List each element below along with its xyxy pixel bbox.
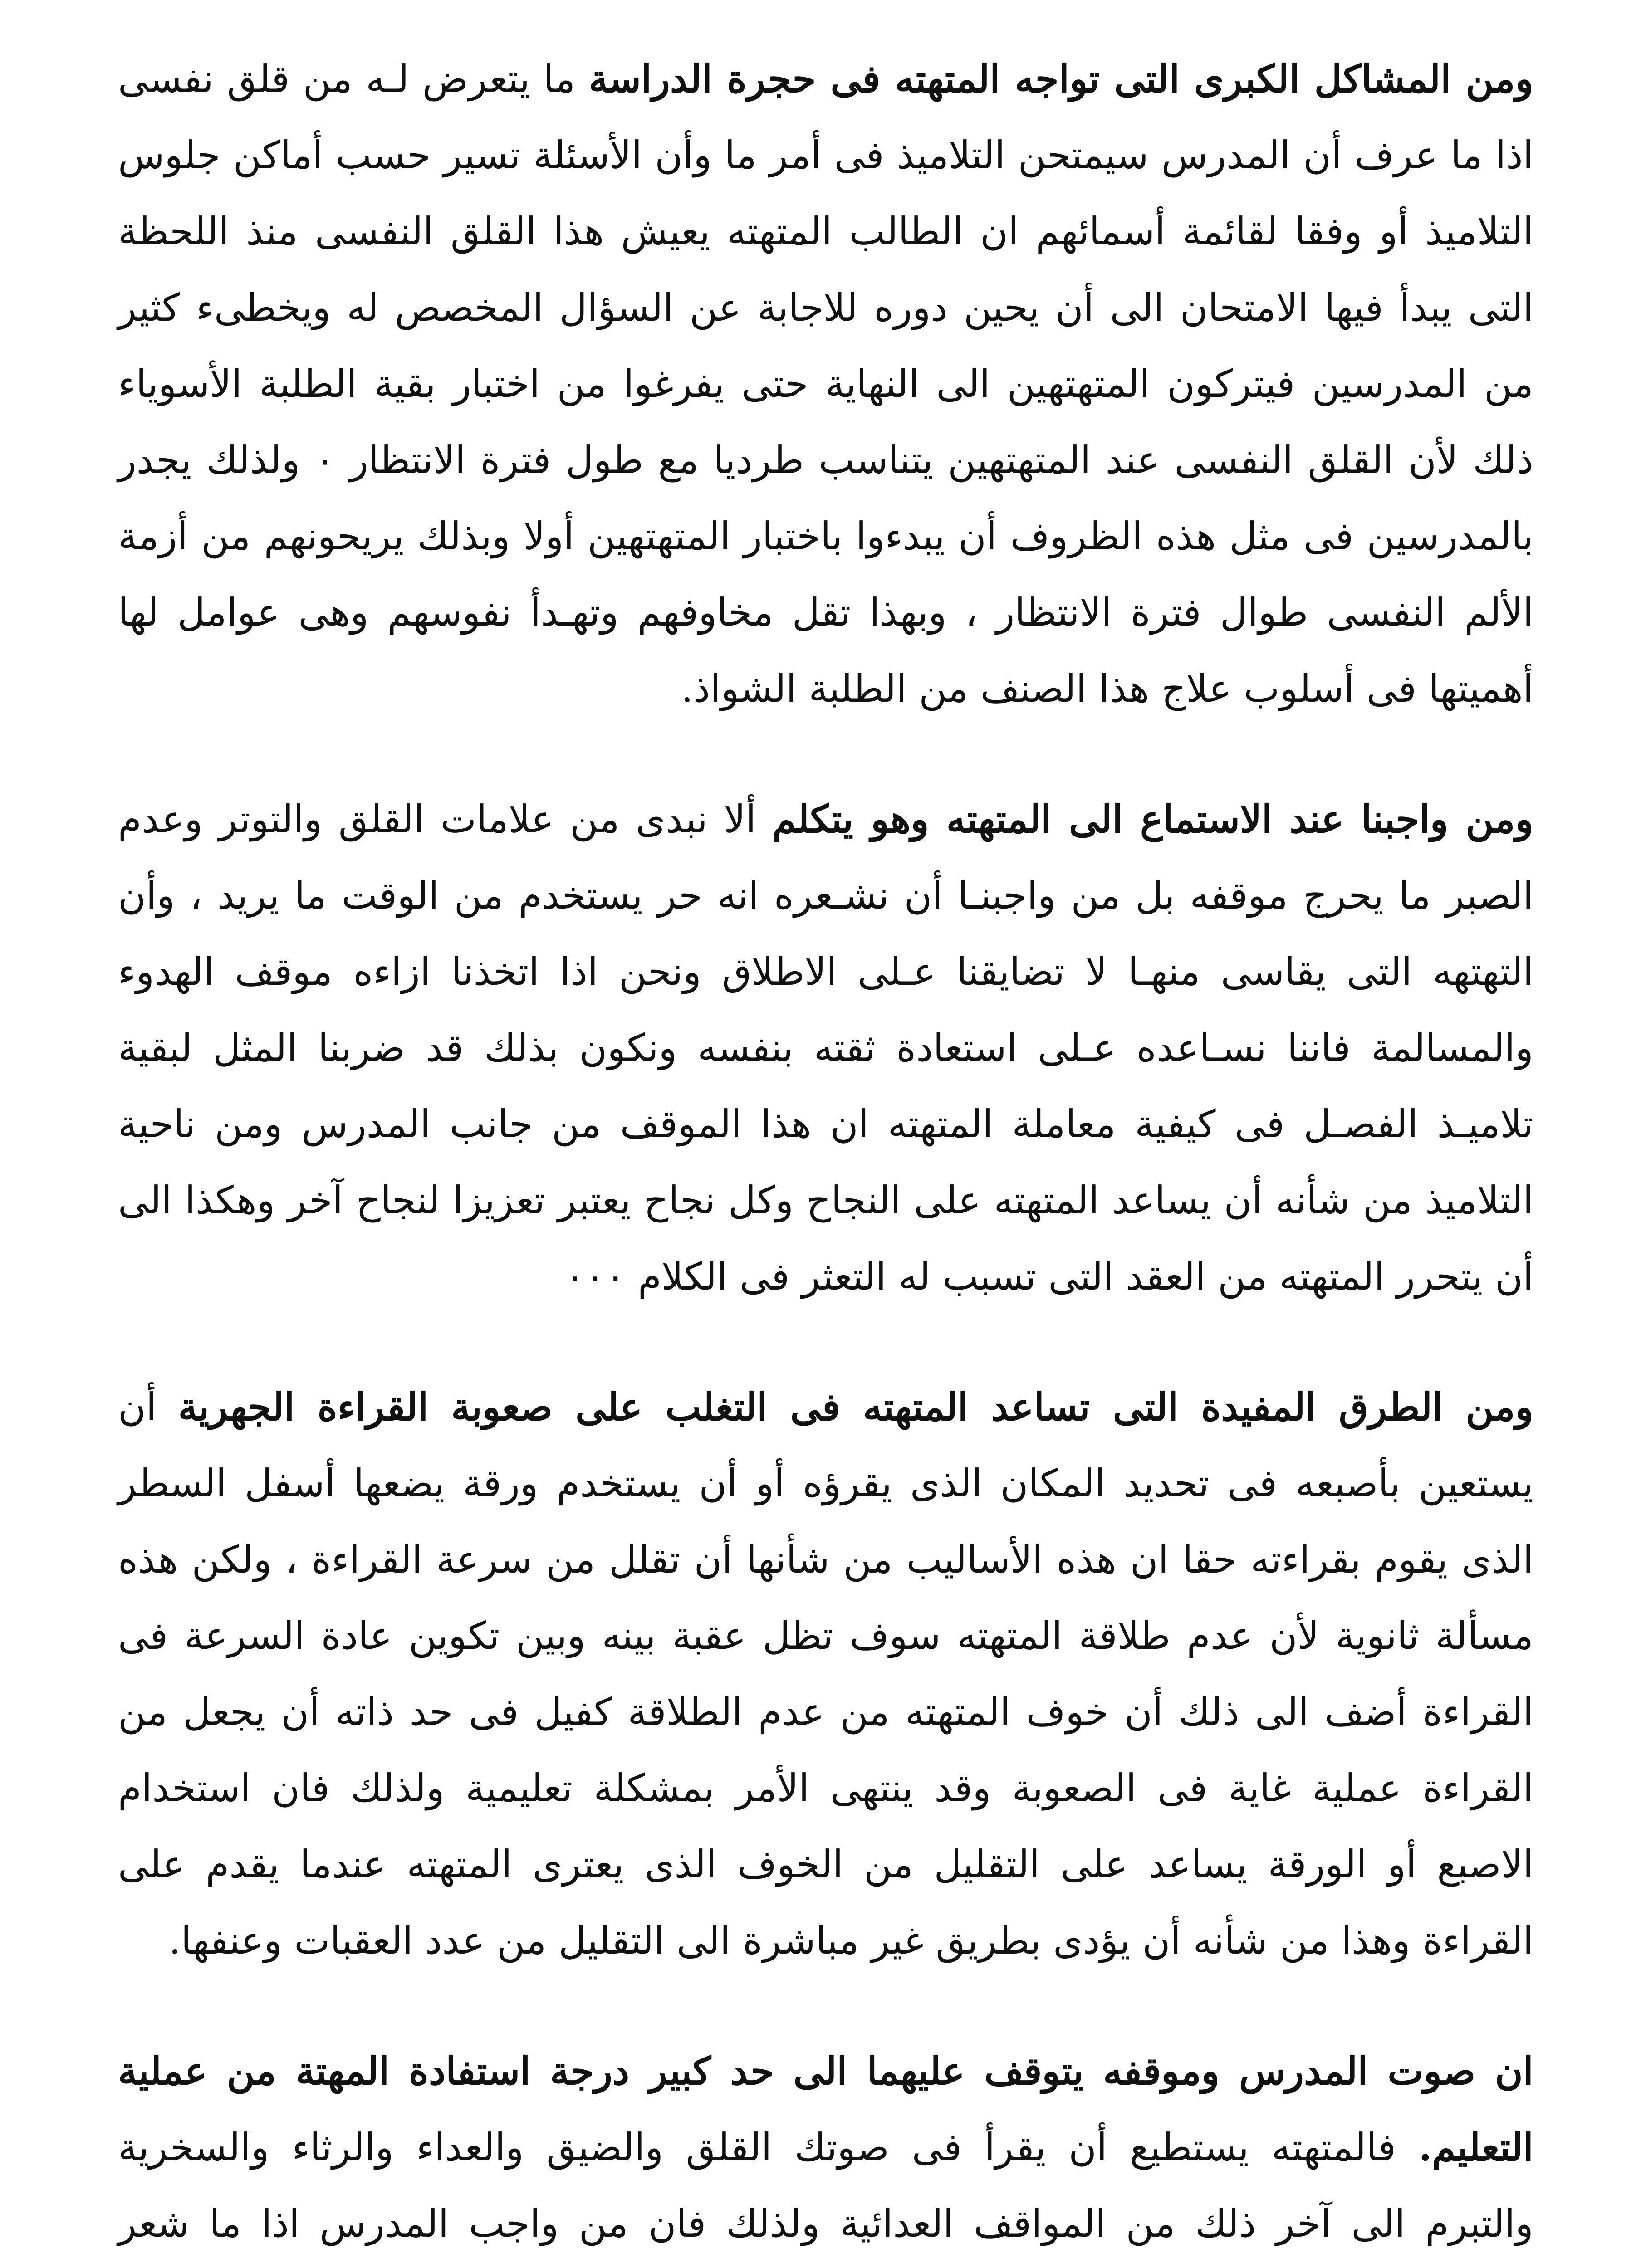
paragraph-3-body: أن يستعين بأصبعه فى تحديد المكان الذى يقرؤه أو أن يستخدم ورقة يضعها أسفل السطر الذى يقوم بقراءته حقا ان هذه الأساليب من شأنها أن تقلل من سرعة القراءة ، ولكن هذه مسألة ثانوية لأن عدم طلاقة المتهته سوف تظل عقبة بينه وبين تكوين عادة السرعة فى القراءة أضف الى ذلك أن خوف المتهته من عدم الطلاقة كفيل فى حد ذاته أن يجعل من القراءة عملية غاية فى الصعوبة وقد ينتهى الأمر بمشكلة تعليمية ولذلك فان استخدام الاصبع أو الورقة يساعد على التقليل من الخوف الذى يعترى المتهته عندما يقدم على القراءة وهذا من شأنه أن يؤدى بطريق غير مباشرة الى التقليل من عدد العقبات وعنفها. [118,1385,1534,1963]
paragraph-1-heading: ومن المشاكل الكبرى التى تواجه المتهته فى حجرة الدراسة [588,56,1533,101]
paragraph-3-heading: ومن الطرق المفيدة التى تساعد المتهته فى التغلب على صعوبة القراءة الجهرية [178,1384,1533,1429]
document-page [118,41,1533,2268]
paragraph-1 [118,41,1533,727]
paragraph-2 [118,781,1533,1315]
paragraph-2-body: ألا نبدى من علامات القلق والتوتر وعدم الصبر ما يحرج موقفه بل من واجبنـا أن نشـعره انه حر يستخدم من الوقت ما يريد ، وأن التهتهه التى يقاسى منهـا لا تضايقنا عـلى الاطلاق ونحن اذا اتخذنا ازاءه موقف الهدوء والمسالمة فاننا نسـاعده عـلى استعادة ثقته بنفسه ونكون بذلك قد ضربنا المثل لبقية تلاميـذ الفصـل فى كيفية معاملة المتهته ان هذا الموقف من جانب المدرس ومن ناحية التلاميذ من شأنه أن يساعد المتهته على النجاح وكل نجاح يعتبر تعزيزا لنجاح آخر وهكذا الى أن يتحرر المتهته من العقد التى تسبب له التعثر فى الكلام ٠٠٠ [118,797,1534,1299]
paragraph-4 [118,2033,1533,2268]
paragraph-4-body: فالمتهته يستطيع أن يقرأ فى صوتك القلق والضيق والعداء والرثاء والسخرية والتبرم الى آخر ذلك من المواقف العدائية ولذلك فان من واجب المدرس اذا ما شعر [118,2125,1533,2246]
paragraph-2-heading: ومن واجبنا عند الاستماع الى المتهته وهو يتكلم [772,797,1533,841]
paragraph-3 [118,1369,1533,1979]
paragraph-4-heading: ان صوت المدرس وموقفه يتوقف عليهما الى حد كبير درجة استفادة المهتة من عملية التعليم. [118,2048,1533,2170]
paragraph-1-body: ما يتعرض لـه من قلق نفسى اذا ما عرف أن المدرس سيمتحن التلاميذ فى أمر ما وأن الأسئلة تسير حسب أماكن جلوس التلاميذ أو وفقا لقائمة أسمائهم ان الطالب المتهته يعيش هذا القلق النفسى منذ اللحظة التى يبدأ فيها الامتحان الى أن يحين دوره للاجابة عن السؤال المخصص له ويخطىء كثير من المدرسين فيتركون المتهتهين الى النهاية حتى يفرغوا من اختبار بقية الطلبة الأسوياء ذلك لأن القلق النفسى عند المتهتهين يتناسب طرديا مع طول فترة الانتظار ٠ ولذلك يجدر بالمدرسين فى مثل هذه الظروف أن يبدءوا باختبار المتهتهين أولا وبذلك يريحونهم من أزمة الألم النفسى طوال فترة الانتظار ، وبهذا تقل مخاوفهم وتهـدأ نفوسهم وهى عوامل لها أهميتها فى أسلوب علاج هذا الصنف من الطلبة الشواذ. [118,57,1534,711]
